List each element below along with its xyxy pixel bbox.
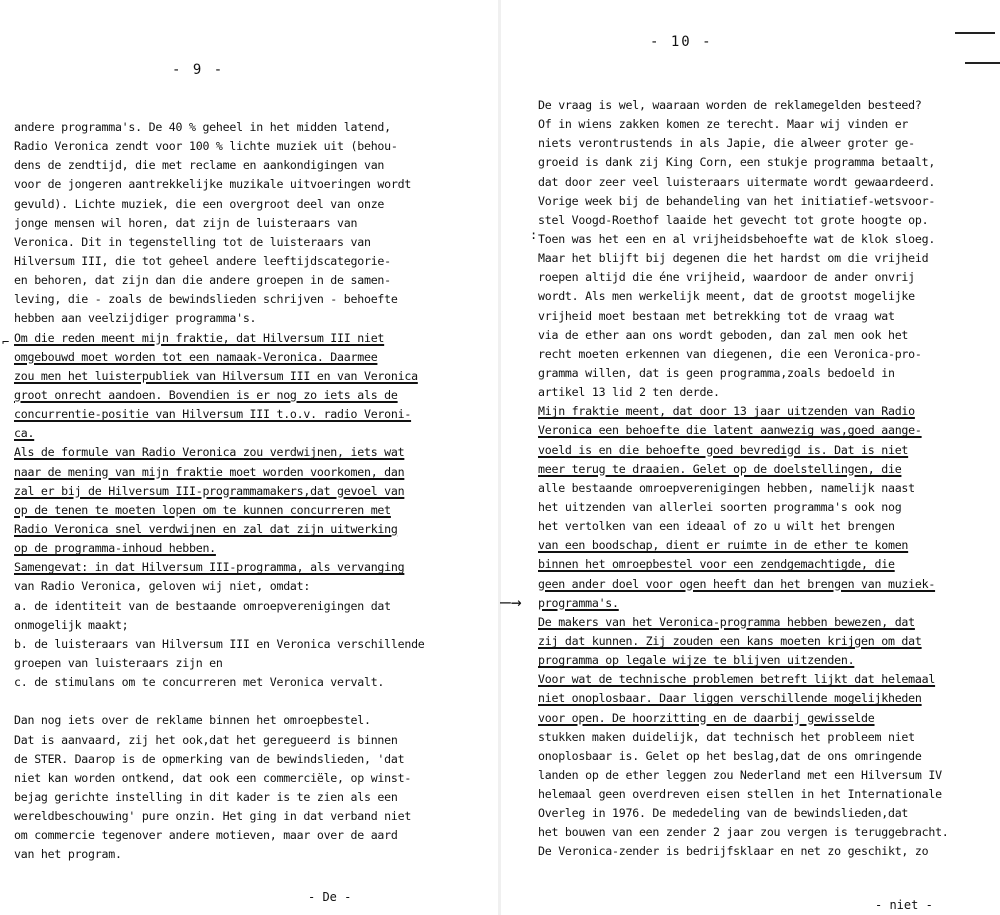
text-line: van Radio Veronica, geloven wij niet, omdat: (14, 579, 311, 594)
text-line: wordt. Als men werkelijk meent, dat de grootst mogelijke (538, 289, 915, 304)
text-line: het bouwen van een zender 2 jaar zou vergen is teruggebracht. (538, 825, 949, 840)
text-line: om commercie tegenover andere motieven, maar over de aard (14, 828, 398, 843)
text-line: De makers van het Veronica-programma hebben bewezen, dat (538, 614, 915, 629)
text-line: dens de zendtijd, die met reclame en aankondigingen van (14, 158, 385, 173)
text-line: niet onoplosbaar. Daar liggen verschillende mogelijkheden (538, 691, 922, 706)
catchword: - niet - (875, 898, 933, 912)
text-line: andere programma's. De 40 % geheel in het midden latend, (14, 120, 391, 134)
text-line: Veronica een behoefte die latent aanwezig was,goed aange- (538, 423, 922, 438)
text-line: Als de formule van Radio Veronica zou verdwijnen, iets wat (14, 445, 405, 460)
text-line: voeld is en die behoefte goed bevredigd is. Dat is niet (538, 442, 909, 457)
margin-mark-bracket: ⌐ (2, 335, 10, 349)
text-line: Toen was het een en al vrijheidsbehoefte wat de klok sloeg. (538, 231, 936, 246)
text-line: ca. (14, 426, 35, 441)
text-line: programma's. (538, 595, 619, 610)
text-line: en behoren, dat zijn dan die andere groepen in de samen- (14, 273, 391, 288)
right-page-text (538, 96, 949, 862)
margin-mark: : (530, 228, 538, 242)
text-line: de STER. Daarop is de opmerking van de bewindslieden, 'dat (14, 751, 405, 766)
text-line: zij dat kunnen. Zij zouden een kans moeten krijgen om dat (538, 633, 922, 648)
text-line: Dan nog iets over de reklame binnen het omroepbestel. (14, 713, 371, 728)
text-line: dat door zeer veel luisteraars uitermate wordt gewaardeerd. (538, 174, 936, 189)
text-line: Mijn fraktie meent, dat door 13 jaar uitzenden van Radio (538, 404, 915, 419)
text-line: Vorige week bij de behandeling van het initiatief-wetsvoor- (538, 193, 936, 208)
text-line: vrijheid moet bestaan met betrekking tot de vraag wat (538, 308, 895, 323)
text-line: Maar het blijft bij degenen die het hardst om die vrijheid (538, 251, 929, 266)
text-line: landen op de ether leggen zou Nederland met een Hilversum IV (538, 767, 942, 782)
text-line: recht moeten erkennen van diegenen, die een Veronica-pro- (538, 346, 922, 361)
text-line: voor open. De hoorzitting en de daarbij gewisselde (538, 710, 875, 725)
text-line: onoplosbaar is. Gelet op het beslag,dat de ons omringende (538, 748, 922, 763)
text-line: helemaal geen overdreven eisen stellen in het Internationale (538, 787, 942, 802)
text-line (14, 692, 425, 711)
text-line: Dat is aanvaard, zij het ook,dat het geregueerd is binnen (14, 732, 398, 747)
text-line: a. de identiteit van de bestaande omroepverenigingen dat (14, 598, 391, 613)
text-line: concurrentie-positie van Hilversum III t.o.v. radio Veroni- (14, 407, 412, 422)
text-line: naar de mening van mijn fraktie moet worden voorkomen, dan (14, 464, 405, 479)
text-line: binnen het omroepbestel voor een zendgemachtigde, die (538, 557, 895, 572)
text-line: Hilversum III, die tot geheel andere leeftijdscategorie- (14, 253, 391, 268)
text-line: van het program. (14, 847, 122, 862)
text-line: niets verontrustends in als Japie, die alweer groter ge- (538, 136, 915, 151)
text-line: voor de jongeren aantrekkelijke muzikale uitvoeringen wordt (14, 177, 412, 192)
text-line: van een boodschap, dient er ruimte in de ether te komen (538, 538, 909, 553)
text-line: Om die reden meent mijn fraktie, dat Hilversum III niet (14, 330, 385, 345)
text-line: zou men het luisterpubliek van Hilversum III en van Veronica (14, 368, 418, 383)
text-line: niet kan worden ontkend, dat ook een commerciële, op winst- (14, 770, 412, 785)
text-line: Voor wat de technische problemen betreft lijkt dat helemaal (538, 672, 936, 687)
left-page-text (14, 118, 425, 864)
text-line: gramma willen, dat is geen programma,zoals bedoeld in (538, 365, 895, 380)
text-line: op de programma-inhoud hebben. (14, 541, 216, 556)
text-line: groeid is dank zij King Corn, een stukje programma betaalt, (538, 155, 936, 170)
text-line: het uitzenden van allerlei soorten programma's ook nog (538, 499, 902, 514)
text-line: groot onrecht aandoen. Bovendien is er nog zo iets als de (14, 387, 398, 402)
text-line: roepen altijd die éne vrijheid, waardoor de ander onvrij (538, 270, 915, 285)
text-line: c. de stimulans om te concurreren met Veronica vervalt. (14, 675, 385, 690)
text-line: artikel 13 lid 2 ten derde. (538, 385, 720, 400)
text-line: Overleg in 1976. De mededeling van de bewindslieden,dat (538, 806, 909, 821)
margin-arrow-icon: —→ (500, 592, 522, 613)
text-line: gevuld). Lichte muziek, die een overgroot deel van onze (14, 196, 385, 211)
text-line: wereldbeschouwing' pure onzin. Het ging in dat verband niet (14, 809, 412, 824)
text-line: groepen van luisteraars zijn en (14, 655, 223, 670)
text-line: Radio Veronica zendt voor 100 % lichte muziek uit (behou- (14, 139, 398, 154)
text-line: het vertolken van een ideaal of zo u wilt het brengen (538, 519, 895, 534)
text-line: De vraag is wel, waaraan worden de reklamegelden besteed? (538, 98, 922, 112)
text-line: stukken maken duidelijk, dat technisch het probleem niet (538, 729, 915, 744)
corner-scan-mark (955, 32, 995, 34)
text-line: programma op legale wijze te blijven uitzenden. (538, 653, 855, 668)
page-number: - 10 - (650, 34, 713, 50)
page-number: - 9 - (172, 62, 225, 78)
text-line: Of in wiens zakken komen ze terecht. Maar wij vinden er (538, 117, 909, 132)
text-line: meer terug te draaien. Gelet op de doelstellingen, die (538, 461, 902, 476)
corner-scan-mark (965, 62, 1000, 64)
text-line: leving, die - zoals de bewindslieden schrijven - behoefte (14, 292, 398, 307)
text-line: jonge mensen wil horen, dat zijn de luisteraars van (14, 215, 358, 230)
text-line: zal er bij de Hilversum III-programmamakers,dat gevoel van (14, 483, 405, 498)
text-line: stel Voogd-Roethof laaide het gevecht tot grote hoogte op. (538, 212, 929, 227)
catchword: - De - (308, 890, 352, 904)
right-page (500, 0, 1000, 915)
text-line: alle bestaande omroepverenigingen hebben, namelijk naast (538, 480, 915, 495)
text-line: omgebouwd moet worden tot een namaak-Veronica. Daarmee (14, 349, 378, 364)
text-line: via de ether aan ons wordt geboden, dan zal men ook het (538, 327, 909, 342)
text-line: bejag gerichte instelling in dit kader is te zien als een (14, 789, 398, 804)
text-line: b. de luisteraars van Hilversum III en Veronica verschillende (14, 636, 425, 651)
text-line: op de tenen te moeten lopen om te kunnen concurreren met (14, 502, 391, 517)
text-line: Radio Veronica snel verdwijnen en zal dat zijn uitwerking (14, 521, 398, 536)
text-line: onmogelijk maakt; (14, 617, 129, 632)
text-line: De Veronica-zender is bedrijfsklaar en net zo geschikt, zo (538, 844, 929, 859)
text-line: Veronica. Dit in tegenstelling tot de luisteraars van (14, 234, 371, 249)
text-line: hebben aan veelzijdiger programma's. (14, 311, 257, 326)
text-line: Samengevat: in dat Hilversum III-programma, als vervanging (14, 560, 405, 575)
text-line: geen ander doel voor ogen heeft dan het brengen van muziek- (538, 576, 936, 591)
